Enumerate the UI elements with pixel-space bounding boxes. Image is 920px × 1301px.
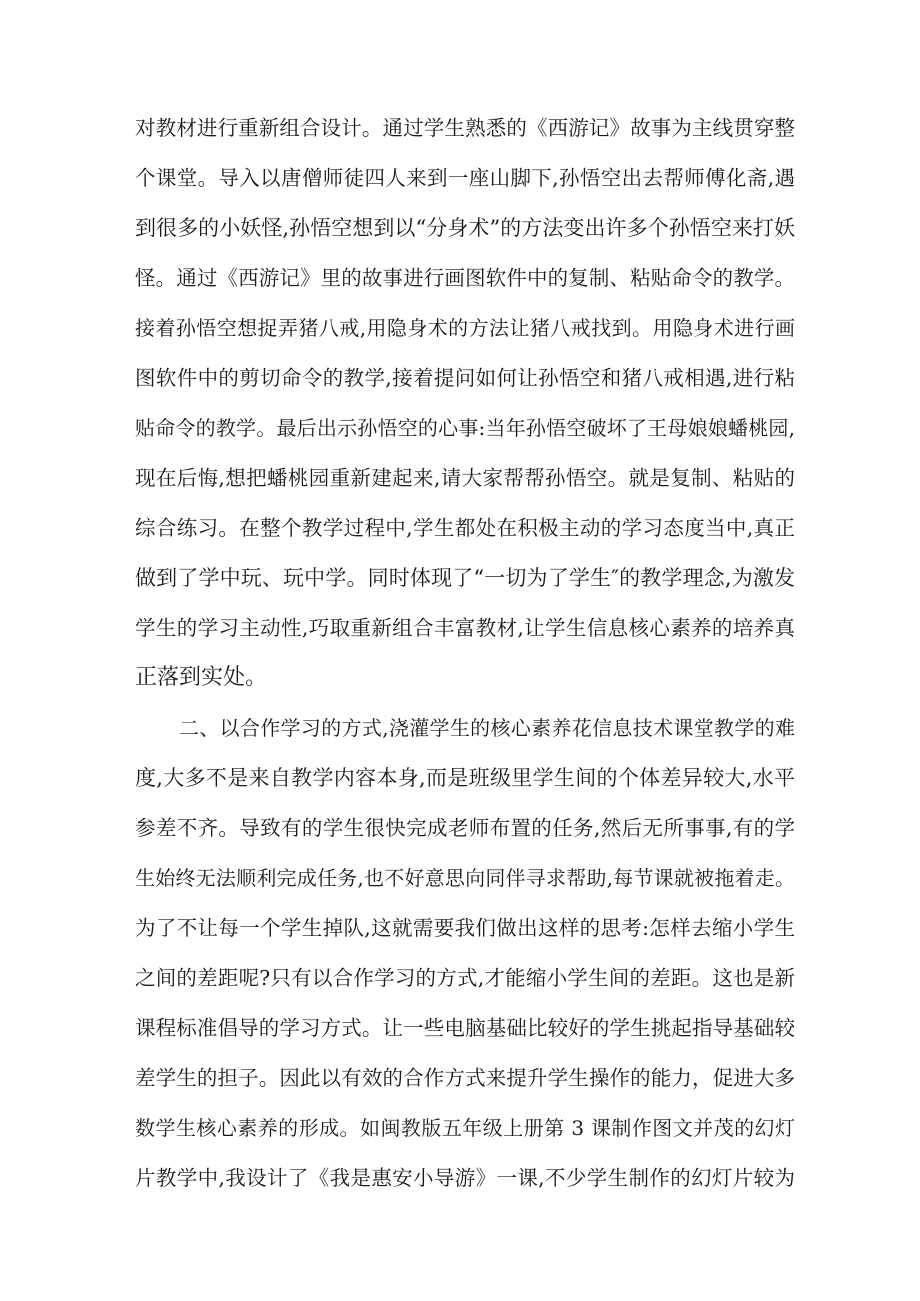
text-line-4: 怪。通过《西游记》里的故事进行画图软件中的复制、粘贴命令的教学。 <box>135 266 795 290</box>
text-line-9: 综合练习。在整个教学过程中,学生都处在积极主动的学习态度当中,真正 <box>135 516 795 540</box>
text-line-10: 做到了学中玩、玩中学。同时体现了“一切为了学生″的教学理念,为激发 <box>135 566 795 590</box>
text-line-21: 数学生核心素养的形成。如闽教版五年级上册第 3 课制作图文并茂的幻灯 <box>135 1116 795 1140</box>
text-line-12: 正落到实处。 <box>135 665 268 690</box>
text-line-19: 课程标准倡导的学习方式。让一些电脑基础比较好的学生挑起指导基础较 <box>135 1016 795 1040</box>
text-line-22: 片教学中,我设计了《我是惠安小导游》一课,不少学生制作的幻灯片较为 <box>135 1166 795 1190</box>
text-line-20: 差学生的担子。因此以有效的合作方式来提升学生操作的能力，促进大多 <box>135 1066 795 1090</box>
text-line-6: 图软件中的剪切命令的教学,接着提问如何让孙悟空和猪八戒相遇,进行粘 <box>135 366 795 390</box>
text-line-1: 对教材进行重新组合设计。通过学生熟悉的《西游记》故事为主线贯穿整 <box>135 116 795 140</box>
text-line-16: 生始终无法顺利完成任务,也不好意思向同伴寻求帮助,每节课就被拖着走。 <box>135 866 795 890</box>
text-line-13: 二、以合作学习的方式,浇灌学生的核心素养花信息技术课堂教学的难 <box>179 716 795 740</box>
text-line-17: 为了不让每一个学生掉队,这就需要我们做出这样的思考:怎样去缩小学生 <box>135 916 795 940</box>
text-line-5: 接着孙悟空想捉弄猪八戒,用隐身术的方法让猪八戒找到。用隐身术进行画 <box>135 316 795 340</box>
text-line-2: 个课堂。导入以唐僧师徒四人来到一座山脚下,孙悟空出去帮师傅化斋,遇 <box>135 166 795 190</box>
text-line-18: 之间的差距呢?只有以合作学习的方式,才能缩小学生间的差距。这也是新 <box>135 966 795 990</box>
text-line-8: 现在后悔,想把蟠桃园重新建起来,请大家帮帮孙悟空。就是复制、粘贴的 <box>135 466 795 490</box>
text-line-14: 度,大多不是来自教学内容本身,而是班级里学生间的个体差异较大,水平 <box>135 766 795 790</box>
text-line-7: 贴命令的教学。最后出示孙悟空的心事:当年孙悟空破坏了王母娘娘蟠桃园, <box>135 416 795 440</box>
text-line-11: 学生的学习主动性,巧取重新组合丰富教材,让学生信息核心素养的培养真 <box>135 616 795 640</box>
text-line-3: 到很多的小妖怪,孙悟空想到以“分身术”的方法变出许多个孙悟空来打妖 <box>135 216 795 240</box>
text-line-15: 参差不齐。导致有的学生很快完成老师布置的任务,然后无所事事,有的学 <box>135 816 795 840</box>
